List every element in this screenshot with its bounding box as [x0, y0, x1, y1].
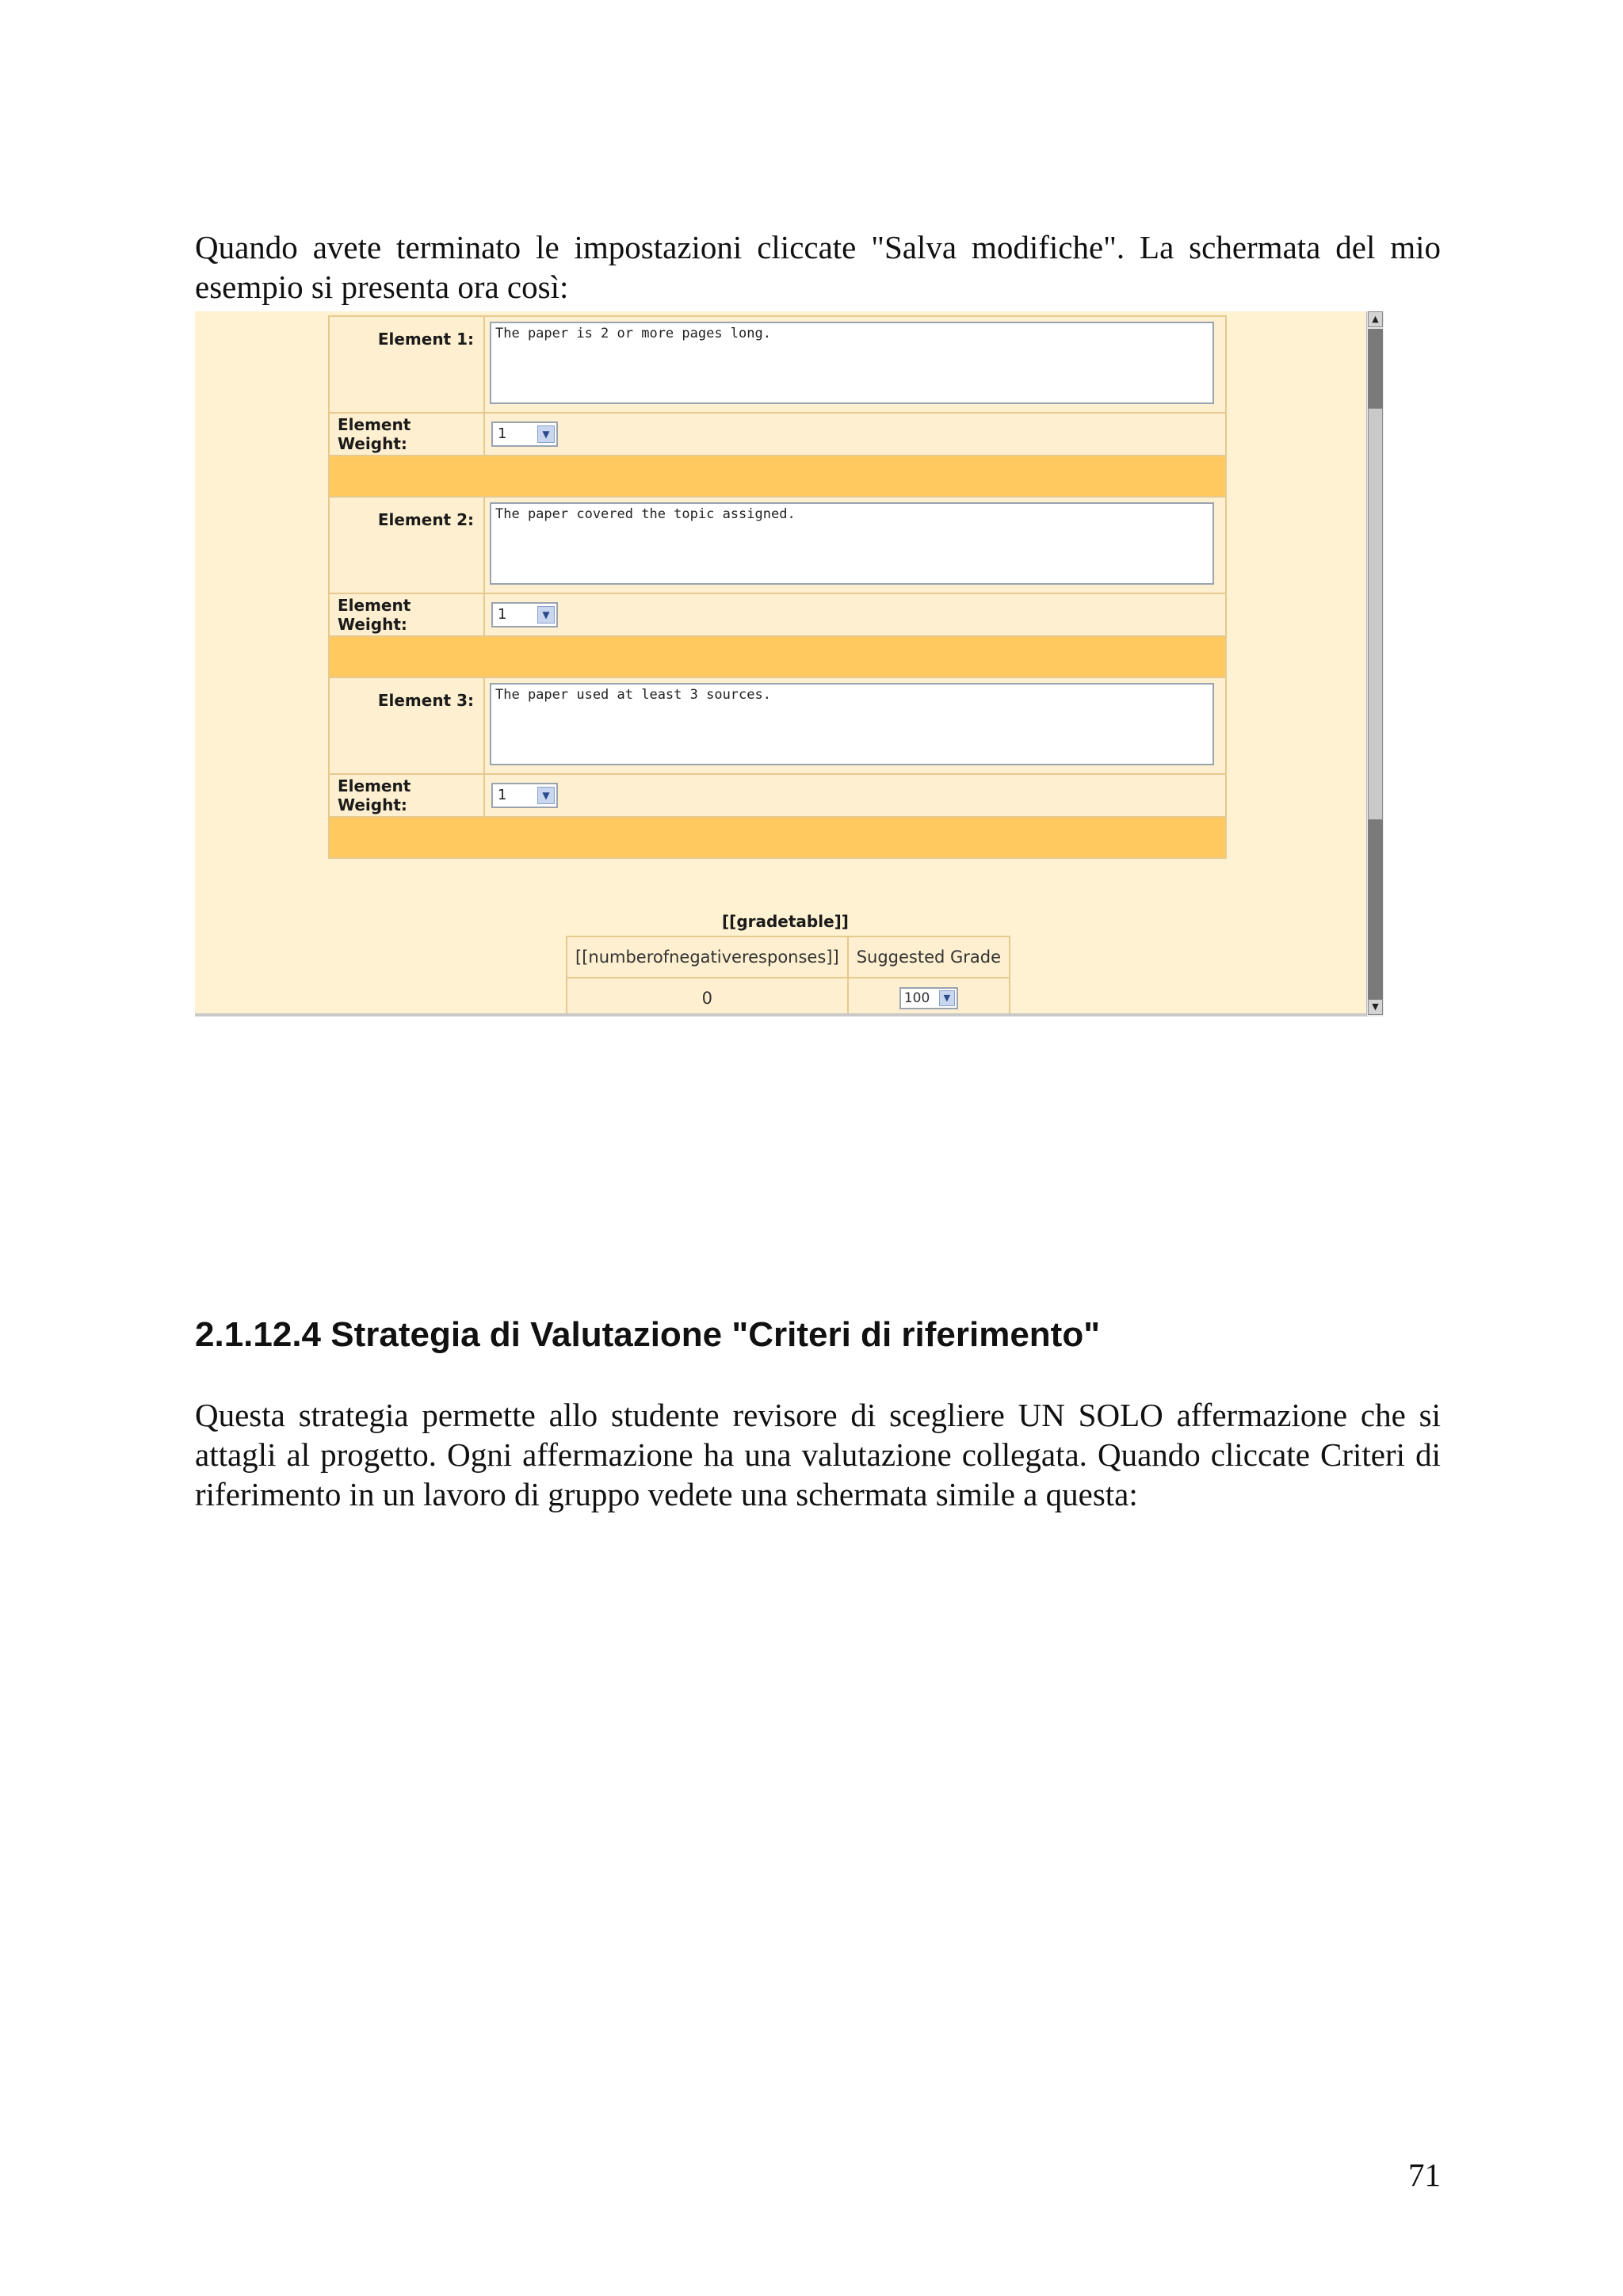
element-weight-row-3: [330, 775, 1225, 818]
element-weight-label-3: Element Weight:: [330, 775, 485, 816]
element-weight-label-1: Element Weight:: [330, 414, 485, 455]
section-heading: 2.1.12.4 Strategia di Valutazione "Criteri di riferimento": [195, 1315, 1101, 1354]
element-weight-select-2[interactable]: 1 ▼: [491, 602, 558, 627]
element-row-3: [330, 678, 1225, 775]
separator-band: [330, 818, 1225, 857]
scroll-up-arrow-icon[interactable]: ▲: [1368, 311, 1383, 327]
grade-table-responses-value: 0: [567, 978, 848, 1016]
element-label-3: Element 3:: [330, 678, 485, 773]
element-row-1: [330, 317, 1225, 414]
scrollbar-track-upper: [1368, 329, 1383, 408]
element-weight-select-1[interactable]: 1 ▼: [491, 421, 558, 447]
element-text-1[interactable]: The paper is 2 or more pages long.: [490, 322, 1214, 404]
separator-band: [330, 456, 1225, 498]
suggested-grade-select[interactable]: 100 ▼: [899, 987, 958, 1009]
scrollbar-thumb[interactable]: [1368, 408, 1383, 820]
separator-band: [330, 637, 1225, 678]
element-weight-row-2: [330, 594, 1225, 637]
grade-table: [566, 936, 1010, 1016]
element-weight-label-2: Element Weight:: [330, 594, 485, 635]
grade-table-header-responses: [[numberofnegativeresponses]]: [567, 936, 848, 978]
chevron-down-icon: ▼: [537, 606, 555, 624]
embedded-screenshot: [195, 311, 1384, 1016]
element-text-3[interactable]: The paper used at least 3 sources.: [490, 683, 1214, 765]
scroll-down-arrow-icon[interactable]: ▼: [1368, 999, 1383, 1015]
chevron-down-icon: ▼: [939, 990, 955, 1006]
grade-table-header-grade: Suggested Grade: [848, 936, 1010, 978]
chevron-down-icon: ▼: [537, 425, 555, 443]
page-number: 71: [1408, 2157, 1441, 2193]
grade-table-title: [[gradetable]]: [722, 912, 849, 931]
element-label-1: Element 1:: [330, 317, 485, 412]
scrollbar-track-lower: [1368, 820, 1383, 999]
horizontal-scrollbar[interactable]: [195, 1013, 1366, 1016]
chevron-down-icon: ▼: [537, 787, 555, 804]
element-row-2: [330, 498, 1225, 594]
intro-paragraph: Quando avete terminato le impostazioni cliccate "Salva modifiche". La schermata del mio esempio si presenta ora così:: [195, 229, 1441, 305]
element-weight-row-1: [330, 414, 1225, 456]
element-weight-select-3[interactable]: 1 ▼: [491, 783, 558, 808]
element-text-2[interactable]: The paper covered the topic assigned.: [490, 502, 1214, 585]
rubric-elements-table: [328, 315, 1227, 859]
vertical-scrollbar[interactable]: [1366, 311, 1384, 1016]
section-paragraph: Questa strategia permette allo studente revisore di scegliere UN SOLO affermazione che si attagli al progetto. Ogni affermazione ha una valutazione collegata. Quando cliccate Criteri di riferimento in un lavoro di gruppo vedete una schermata simile a questa:: [195, 1397, 1441, 1512]
element-label-2: Element 2:: [330, 498, 485, 593]
